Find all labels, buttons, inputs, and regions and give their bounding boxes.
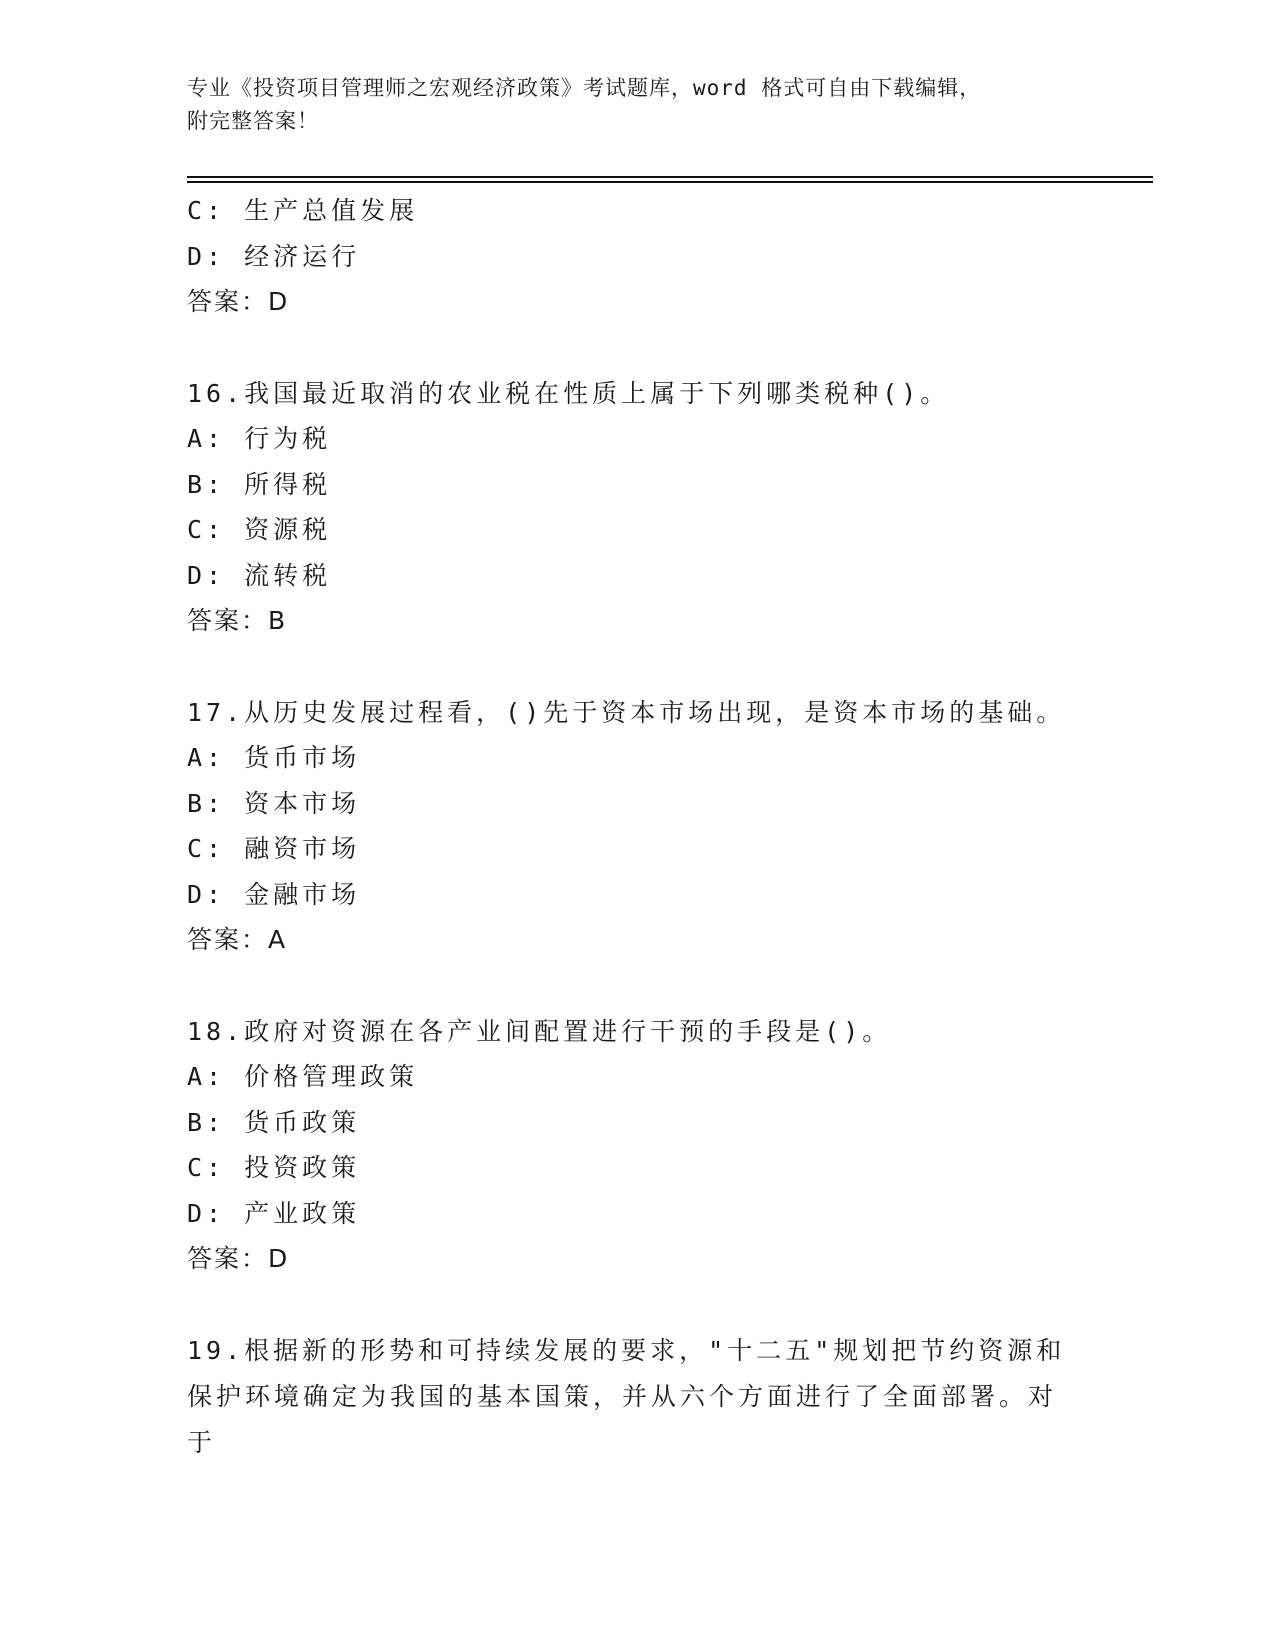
option-d: D: 产业政策 xyxy=(187,1198,361,1228)
option-b: B: 所得税 xyxy=(187,469,332,499)
option-c: C: 投资政策 xyxy=(187,1153,361,1182)
question-stem: 16.我国最近取消的农业税在性质上属于下列哪类税种()。 xyxy=(187,378,950,408)
header-line-1: 专业《投资项目管理师之宏观经济政策》考试题库，word 格式可自由下载编辑， xyxy=(187,76,982,100)
question-18 xyxy=(187,1009,1107,1282)
option-a: A: 价格管理政策 xyxy=(187,1062,419,1091)
option-b: B: 资本市场 xyxy=(187,788,361,818)
previous-question-tail xyxy=(187,188,1107,325)
header-line-2: 附完整答案！ xyxy=(187,109,319,133)
question-19 xyxy=(187,1328,1107,1466)
option-a: A: 货币市场 xyxy=(187,743,361,772)
option-d: D: 经济运行 xyxy=(187,241,361,271)
header-rule-bottom xyxy=(187,181,1153,183)
question-stem: 17.从历史发展过程看，()先于资本市场出现，是资本市场的基础。 xyxy=(187,697,1066,727)
option-b: B: 货币政策 xyxy=(187,1107,361,1137)
question-16 xyxy=(187,371,1107,644)
option-d: D: 金融市场 xyxy=(187,879,361,909)
option-c: C: 资源税 xyxy=(187,515,332,544)
answer: 答案：D xyxy=(187,287,290,316)
spacer xyxy=(187,325,1107,371)
spacer xyxy=(187,1282,1107,1328)
document-header xyxy=(187,72,1087,138)
spacer xyxy=(187,644,1107,690)
option-a: A: 行为税 xyxy=(187,424,332,453)
answer: 答案：B xyxy=(187,606,288,635)
option-c: C: 生产总值发展 xyxy=(187,196,419,225)
question-17 xyxy=(187,690,1107,963)
question-stem: 18.政府对资源在各产业间配置进行干预的手段是()。 xyxy=(187,1016,892,1046)
option-c: C: 融资市场 xyxy=(187,834,361,863)
question-list xyxy=(187,188,1107,1466)
question-stem: 19.根据新的形势和可持续发展的要求，"十二五"规划把节约资源和保护环境确定为我国的基本国策，并从六个方面进行了全面部署。对于 xyxy=(187,1335,1066,1457)
header-rule-top xyxy=(187,176,1153,178)
answer: 答案：D xyxy=(187,1244,290,1273)
answer: 答案：A xyxy=(187,925,288,954)
spacer xyxy=(187,963,1107,1009)
option-d: D: 流转税 xyxy=(187,560,332,590)
